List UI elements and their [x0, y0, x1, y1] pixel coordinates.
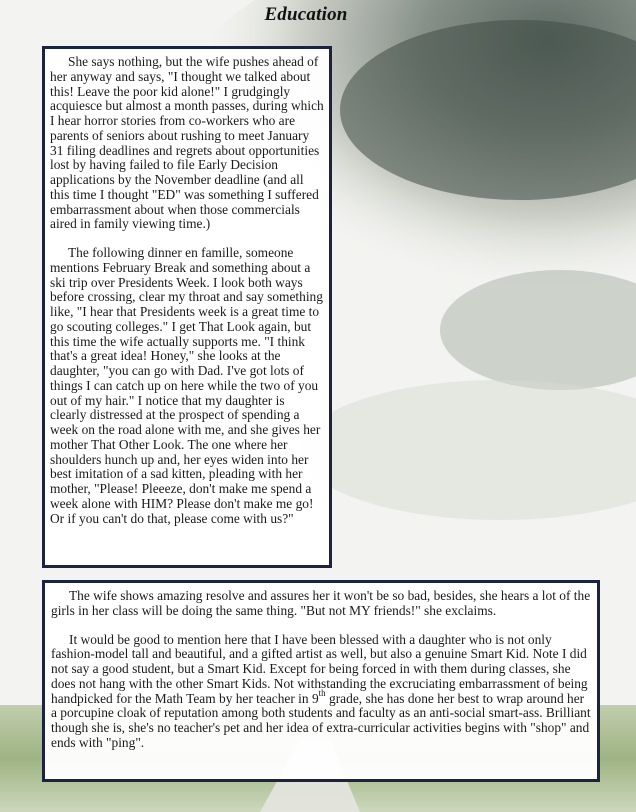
paragraph-3: The wife shows amazing resolve and assures her it won't be so bad, besides, she hears a lot of the girls in her class will be doing the same thing. "But not MY friends!" she exclaims. [51, 588, 591, 618]
paragraph-4 [51, 633, 591, 751]
paragraph-1: She says nothing, but the wife pushes ahead of her anyway and says, "I thought we talked about this! Leave the poor kid alone!" I grudgingly acquiesce but almost a month passes, during which I hear horror stories from co-workers who are parents of seniors about rushing to meet January 31 filing deadlines and regrets about opportunities lost by having failed to file Early Decision applications by the November deadline (and all this time I thought "ED" was something I suffered embarrassment about when those commercials aired in family viewing time.) [50, 54, 324, 232]
paragraph-4-part-a: It would be good to mention here that I have been blessed with a daughter who is not only fashion-model tall and beautiful, and a gifted artist as well, but also a genuine Smart Kid. Note I did not say a good student, but a Smart Kid. Except for being forced in with them during classes, she does not hang with the other Smart Kids. Not withstanding the excruciating embarrassment of being handpicked for the Math Team by her teacher in 9 [51, 631, 588, 706]
paragraph-2: The following dinner en famille, someone mentions February Break and something about a ski trip over Presidents Week. I look both ways before crossing, clear my throat and say something like, "I hear that Presidents week is a great time to go scouting colleges." I get That Look again, but this time the wife actually supports me. "I think that's a great idea! Honey," she looks at the daughter, "you can go with Dad. I've got lots of things I can catch up on here while the two of you out of my hair." I notice that my daughter is clearly distressed at the prospect of spending a week on the road alone with me, and she gives her mother That Other Look. The one where her shoulders hunch up and, her eyes widen into her best imitation of a sad kitten, pleading with her mother, "Please! Pleeeze, don't make me spend a week alone with HIM? Please don't make me go! Or if you can't do that, please come with us?" [50, 245, 323, 526]
page-title: Education [264, 4, 348, 25]
ordinal-suffix: th [318, 688, 326, 699]
text-box-top [42, 46, 332, 568]
paragraph-4-part-b: grade, she has done her best to wrap around her a porcupine cloak of reputation among both students and faculty as an anti-social smart-ass. Brilliant though she is, she's no teacher's pet and her idea of extra-curricular activities begins with "shop" and ends with "ping". [51, 690, 591, 750]
text-box-bottom [42, 580, 600, 782]
